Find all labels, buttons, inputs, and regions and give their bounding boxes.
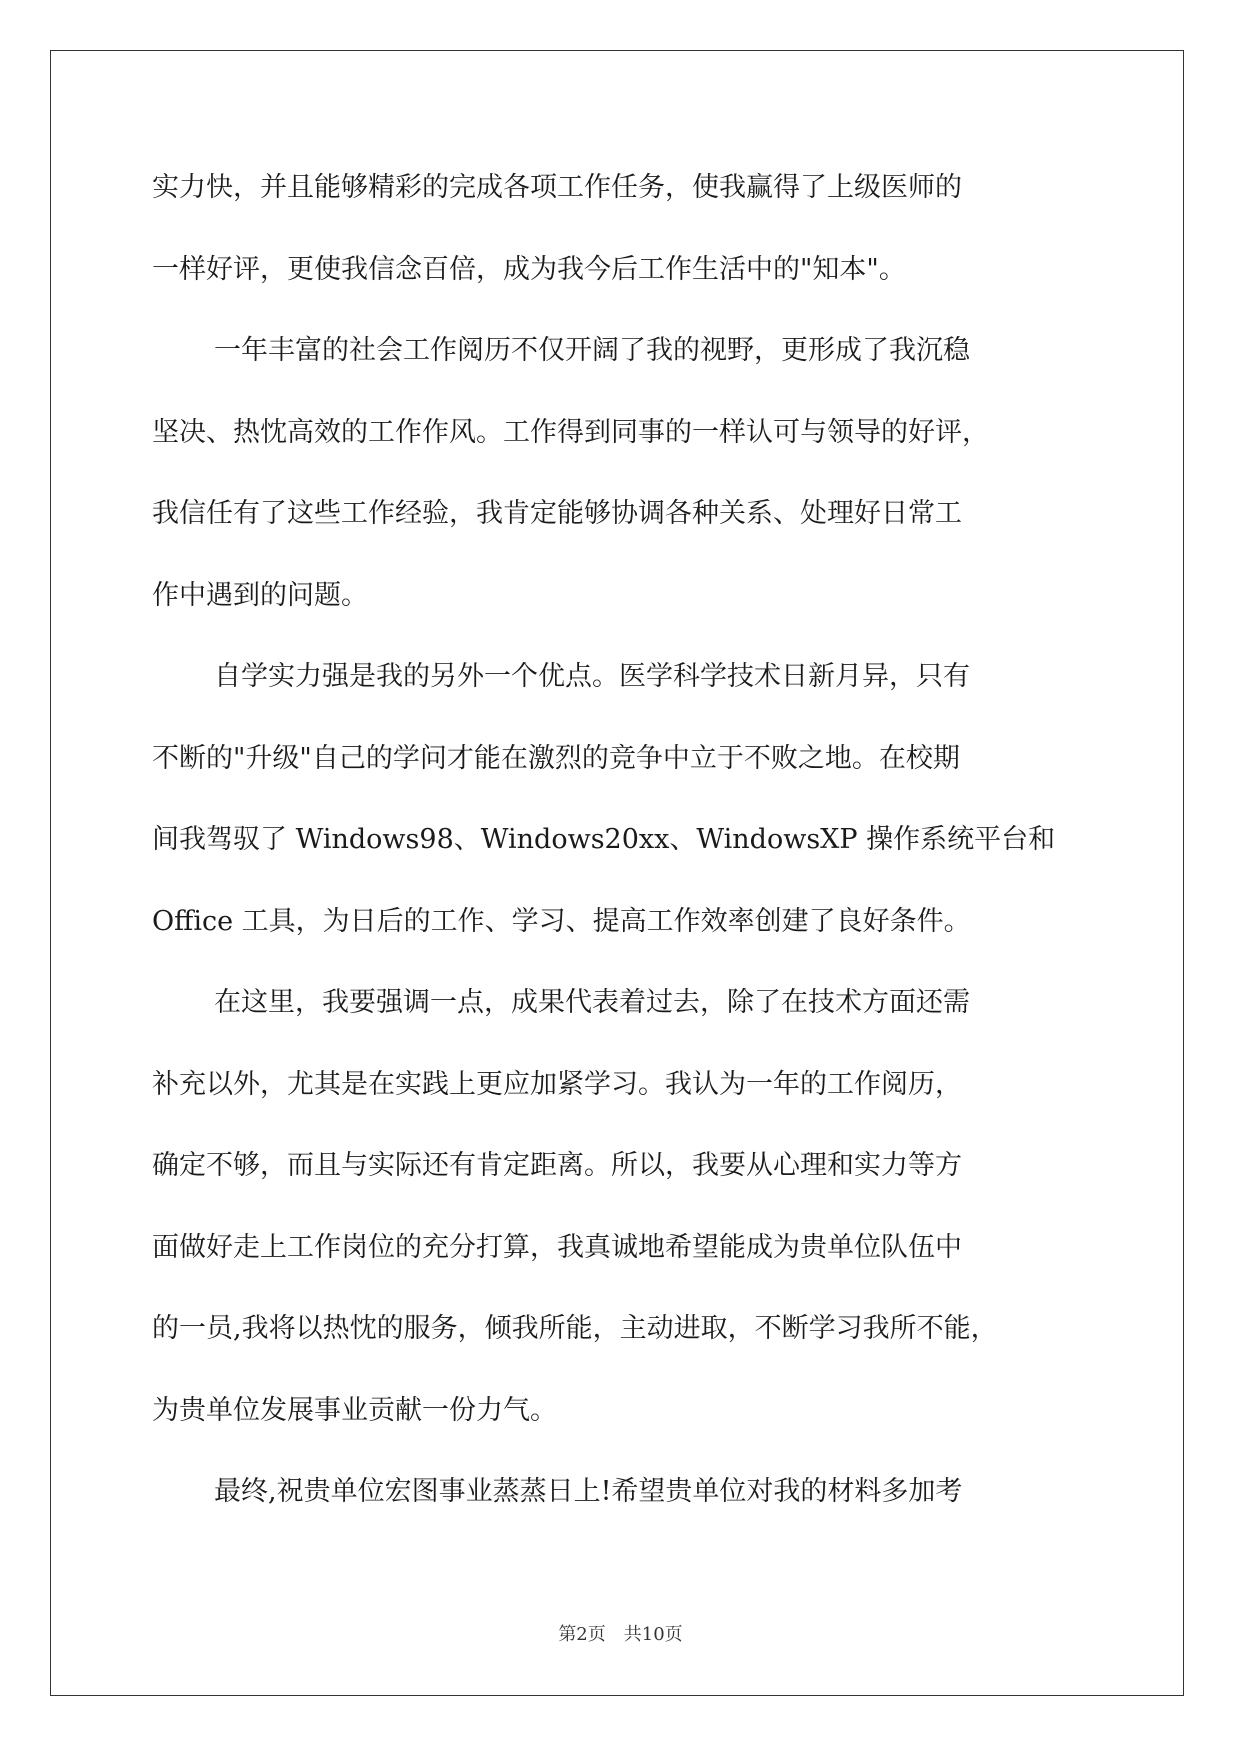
text-line-17: 最终,祝贵单位宏图事业蒸蒸日上!希望贵单位对我的材料多加考 (214, 1476, 963, 1507)
text-line-4: 坚决、热忱高效的工作作风。工作得到同事的一样认可与领导的好评， (152, 416, 989, 448)
page-footer (0, 1620, 1241, 1646)
text-line-14: 面做好走上工作岗位的充分打算，我真诚地希望能成为贵单位队伍中 (152, 1231, 962, 1263)
text-line-5: 我信任有了这些工作经验，我肯定能够协调各种关系、处理好日常工 (152, 498, 962, 529)
text-line-8: 不断的"升级"自己的学问才能在激烈的竞争中立于不败之地。在校期 (152, 742, 960, 774)
text-line-11: 在这里，我要强调一点，成果代表着过去，除了在技术方面还需 (214, 987, 970, 1018)
body-text (152, 160, 1092, 1546)
text-line-9: 间我驾驭了 Windows98、Windows20xx、WindowsXP 操作系统平台和 (152, 824, 1056, 855)
text-line-15: 的一员,我将以热忱的服务，倾我所能，主动进取，不断学习我所不能， (152, 1313, 998, 1344)
text-line-16: 为贵单位发展事业贡献一份力气。 (152, 1394, 557, 1426)
text-line-6: 作中遇到的问题。 (152, 579, 368, 611)
text-line-2: 一样好评，更使我信念百倍，成为我今后工作生活中的"知本"。 (152, 253, 906, 285)
text-line-1: 实力快，并且能够精彩的完成各项工作任务，使我赢得了上级医师的 (152, 172, 962, 203)
text-line-10: Office 工具，为日后的工作、学习、提高工作效率创建了良好条件。 (152, 905, 971, 937)
text-line-12: 补充以外，尤其是在实践上更应加紧学习。我认为一年的工作阅历， (152, 1068, 962, 1100)
text-line-7: 自学实力强是我的另外一个优点。医学科学技术日新月异，只有 (214, 661, 970, 692)
text-line-3: 一年丰富的社会工作阅历不仅开阔了我的视野，更形成了我沉稳 (214, 335, 970, 366)
page-number-label: 第2页 共10页 (558, 1624, 683, 1645)
text-line-13: 确定不够，而且与实际还有肯定距离。所以，我要从心理和实力等方 (152, 1150, 962, 1181)
